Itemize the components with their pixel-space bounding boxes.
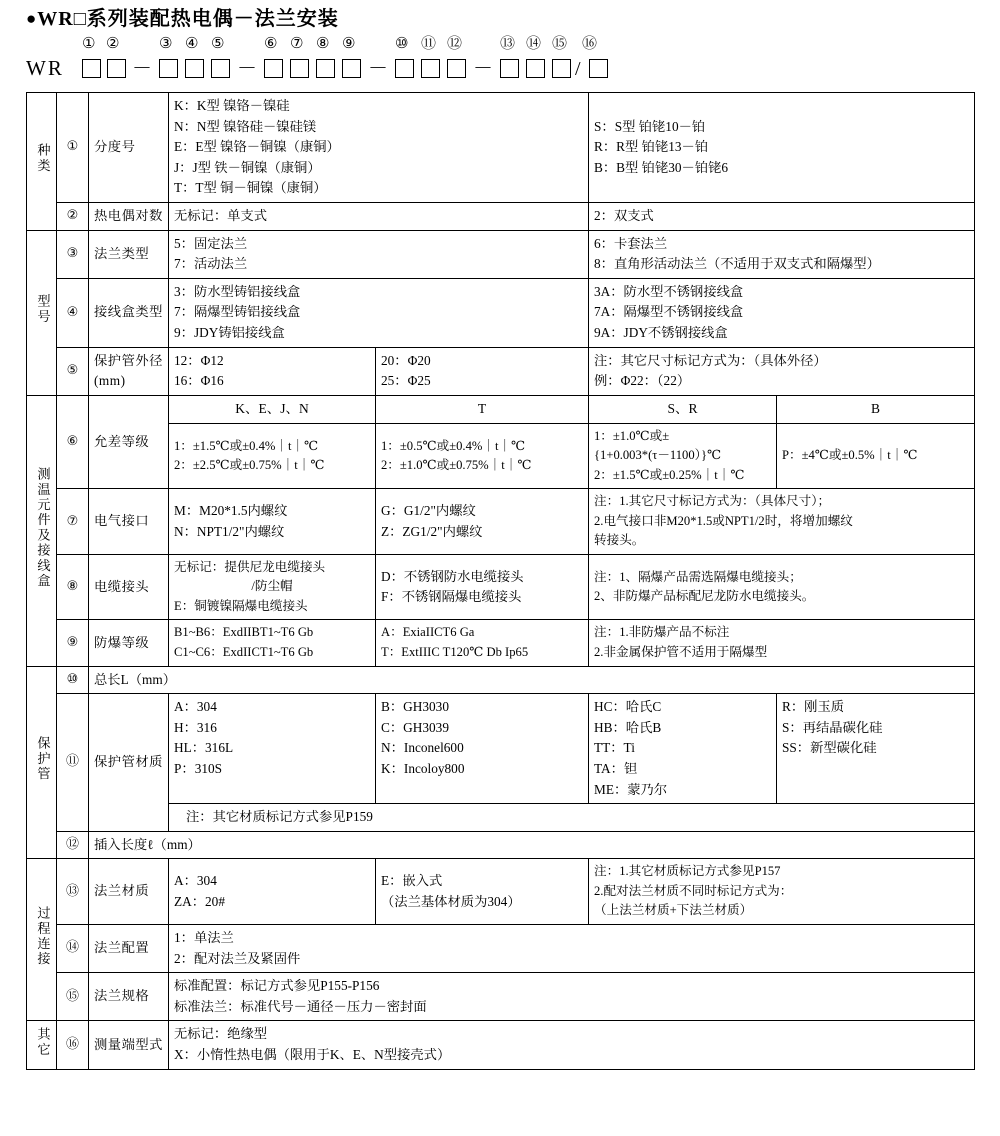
r11-col1-cell: [169, 694, 376, 804]
r9-col2-cell: [376, 620, 589, 666]
code-box-2[interactable]: [107, 59, 126, 78]
r16-col1-0: 无标记：绝缘型: [174, 1026, 268, 1042]
row-label-6: 允差等级: [89, 395, 169, 488]
r7-col2-cell: [376, 489, 589, 555]
row-number-11: ⑪: [57, 694, 89, 832]
r7-col3-0: 注：1.其它尺寸标记方式为：（具体尺寸）；: [594, 494, 831, 509]
code-box-5[interactable]: [211, 59, 230, 78]
r13-col3-cell: [589, 859, 975, 925]
table-row-15: [27, 973, 975, 1021]
r7-col3-1: 2.电气接口非M20*1.5或NPT1/2时，将增加螺纹: [594, 513, 853, 528]
row-number-12: ⑫: [57, 831, 89, 859]
r8-col1-cell: [169, 554, 376, 620]
circled-10: ⑩: [395, 34, 409, 52]
code-box-13[interactable]: [500, 59, 519, 78]
row-number-16: ⑯: [57, 1021, 89, 1069]
table-row-10: [27, 666, 975, 694]
row-label-3: 法兰类型: [89, 230, 169, 278]
row-label-11: 保护管材质: [89, 694, 169, 832]
circled-12: ⑫: [447, 34, 463, 52]
table-row-5: [27, 347, 975, 395]
circled-2: ②: [106, 34, 120, 52]
r4-left-2: 9：JDY铸铝接线盒: [174, 325, 285, 341]
r14-col1-cell: [169, 924, 975, 972]
r3-left-1: 7：活动法兰: [174, 256, 248, 272]
r8-col1-0: 无标记：提供尼龙电缆接头: [174, 559, 326, 574]
r7-col1-1: N：NPT1/2"内螺纹: [174, 523, 285, 539]
circled-15: ⑮: [552, 34, 568, 52]
table-row-7: [27, 489, 975, 555]
r8-col1-1: /防尘帽: [251, 579, 293, 594]
r6-col1-0: 1：±1.5℃或±0.4%｜t｜℃: [174, 438, 319, 453]
code-prefix: WR: [26, 56, 64, 80]
code-box-row: [26, 55, 646, 83]
r11-col4-cell: [777, 694, 975, 804]
row-number-8: ⑧: [57, 554, 89, 620]
table-row-4: [27, 278, 975, 347]
r11-note-cell: [169, 804, 975, 832]
r11-col3-3: TA：钽: [594, 760, 638, 776]
r5-col1-cell: [169, 347, 376, 395]
r13-col2-cell: [376, 859, 589, 925]
code-dash-2: －: [237, 58, 257, 80]
table-row-1: [27, 93, 975, 203]
code-box-3[interactable]: [159, 59, 178, 78]
row-number-4: ④: [57, 278, 89, 347]
code-box-16[interactable]: [589, 59, 608, 78]
row-number-10: ⑩: [57, 666, 89, 694]
circled-number-row: [26, 33, 646, 55]
r5-col1-0: 12：Φ12: [174, 352, 224, 368]
circled-1: ①: [82, 34, 96, 52]
table-row-9: [27, 620, 975, 666]
circled-4: ④: [185, 34, 199, 52]
table-row-16: [27, 1021, 975, 1069]
row-number-9: ⑨: [57, 620, 89, 666]
table-row-6-headers: [27, 395, 975, 423]
code-box-10[interactable]: [395, 59, 414, 78]
r11-col4-2: SS：新型碳化硅: [782, 740, 877, 756]
row-number-5: ⑤: [57, 347, 89, 395]
r9-col1-1: C1~C6：ExdIICT1~T6 Gb: [174, 645, 314, 659]
table-row-14: [27, 924, 975, 972]
r6-col3-cell: [589, 423, 777, 489]
r1-right-cell: [589, 93, 975, 203]
r6-col3-0: 1：±1.0℃或±: [594, 428, 670, 443]
r5-col2-cell: [376, 347, 589, 395]
r1-left-cell: [169, 93, 589, 203]
r6-col3-2: 2：±1.5℃或±0.25%｜t｜℃: [594, 467, 745, 482]
code-slash: /: [575, 58, 581, 80]
r3-right-1: 8：直角形活动法兰（不适用于双支式和隔爆型）: [594, 256, 880, 272]
page-title: [26, 2, 339, 31]
section-label-sensing: 测温元件及接线盒: [27, 395, 57, 666]
r8-col3-1: 2、非防爆产品标配尼龙防水电缆接头。: [594, 589, 815, 604]
r7-col2-1: Z：ZG1/2"内螺纹: [381, 523, 483, 539]
table-row-3: [27, 230, 975, 278]
table-row-8: [27, 554, 975, 620]
r11-col1-1: H：316: [174, 719, 217, 735]
section-label-process: 过程连接: [27, 859, 57, 1021]
code-box-8[interactable]: [316, 59, 335, 78]
r13-col2-1: （法兰基体材质为304）: [381, 893, 521, 909]
r11-col1-0: A：304: [174, 699, 217, 715]
order-code-diagram: [26, 33, 646, 83]
table-row-11-note: [27, 804, 975, 832]
r6-col1-cell: [169, 423, 376, 489]
r1-left-3: J：J型 铁－铜镍（康铜）: [174, 159, 321, 175]
r1-left-1: N：N型 镍铬硅－镍硅镁: [174, 118, 317, 134]
r4-right-cell: [589, 278, 975, 347]
section-label-tube: 保护管: [27, 666, 57, 859]
r6-col2-1: 2：±1.0℃或±0.75%｜t｜℃: [381, 458, 532, 473]
r13-col1-1: ZA：20#: [174, 893, 225, 909]
row-number-3: ③: [57, 230, 89, 278]
r8-col3-cell: [589, 554, 975, 620]
r7-col3-2: 转接头。: [594, 533, 645, 548]
row-label-2: 热电偶对数: [89, 203, 169, 231]
row-label-9: 防爆等级: [89, 620, 169, 666]
r11-note-text: 注：其它材质标记方式参见P159: [186, 809, 373, 825]
r5-col2-1: 25：Φ25: [381, 373, 431, 389]
circled-14: ⑭: [526, 34, 542, 52]
section-label-kind: 种类: [27, 93, 57, 231]
r9-col3-cell: [589, 620, 975, 666]
code-box-15[interactable]: [552, 59, 571, 78]
r11-col3-4: ME：蒙乃尔: [594, 781, 668, 797]
circled-11: ⑪: [421, 34, 437, 52]
circled-16: ⑯: [582, 34, 598, 52]
r14-col1-0: 1：单法兰: [174, 929, 234, 945]
r16-col1-1: X：小惰性热电偶（限用于K、E、N型接壳式）: [174, 1046, 451, 1062]
r6-header-1: K、E、J、N: [169, 395, 376, 423]
r6-header-3: S、R: [589, 395, 777, 423]
r6-header-2: T: [376, 395, 589, 423]
r11-col1-2: HL：316L: [174, 740, 234, 756]
row-label-7: 电气接口: [89, 489, 169, 555]
r7-col2-0: G：G1/2"内螺纹: [381, 503, 476, 519]
r8-col1-2: E：铜镀镍隔爆电缆接头: [174, 598, 308, 613]
r4-right-0: 3A：防水型不锈钢接线盒: [594, 283, 744, 299]
r11-col2-0: B：GH3030: [381, 699, 449, 715]
r5-col2-0: 20：Φ20: [381, 352, 431, 368]
r2-right-cell: 2：双支式: [589, 203, 975, 231]
r15-col1-cell: [169, 973, 975, 1021]
r15-col1-0: 标准配置：标记方式参见P155-P156: [174, 978, 380, 994]
code-box-11[interactable]: [421, 59, 440, 78]
r13-col3-0: 注：1.其它材质标记方式参见P157: [594, 864, 781, 879]
circled-3: ③: [159, 34, 173, 52]
r5-col3-cell: [589, 347, 975, 395]
r4-left-1: 7：隔爆型铸铝接线盒: [174, 304, 301, 320]
row-label-16: 测量端型式: [89, 1021, 169, 1069]
r9-col3-1: 2.非金属保护管不适用于隔爆型: [594, 645, 768, 659]
code-box-1[interactable]: [82, 59, 101, 78]
row-label-5-line2: (mm): [94, 373, 126, 389]
circled-6: ⑥: [264, 34, 278, 52]
row-number-6: ⑥: [57, 395, 89, 488]
r12-label-cell: 插入长度ℓ（mm）: [89, 831, 975, 859]
r13-col3-2: （上法兰材质+下法兰材质）: [594, 903, 753, 918]
r5-col3-0: 注：其它尺寸标记方式为：（具体外径）: [594, 352, 827, 368]
r1-right-0: S：S型 铂铑10－铂: [594, 118, 706, 134]
circled-7: ⑦: [290, 34, 304, 52]
section-label-other: 其它: [27, 1021, 57, 1069]
r6-col4-cell: P：±4℃或±0.5%｜t｜℃: [777, 423, 975, 489]
row-label-14: 法兰配置: [89, 924, 169, 972]
row-number-1: ①: [57, 93, 89, 203]
r11-col3-1: HB：哈氏B: [594, 719, 662, 735]
r11-col2-2: N：Inconel600: [381, 740, 464, 756]
r3-left-0: 5：固定法兰: [174, 235, 248, 251]
r6-col1-1: 2：±2.5℃或±0.75%｜t｜℃: [174, 458, 325, 473]
table-row-12: [27, 831, 975, 859]
r6-col3-1: {1+0.003*(τ－1100）}℃: [594, 448, 722, 463]
table-row-11: [27, 694, 975, 804]
row-label-15: 法兰规格: [89, 973, 169, 1021]
r4-left-cell: [169, 278, 589, 347]
r11-col2-1: C：GH3039: [381, 719, 449, 735]
code-dash-1: －: [132, 58, 152, 80]
row-number-2: ②: [57, 203, 89, 231]
row-number-14: ⑭: [57, 924, 89, 972]
r13-col3-1: 2.配对法兰材质不同时标记方式为：: [594, 883, 793, 898]
circled-13: ⑬: [500, 34, 516, 52]
r9-col2-0: A：ExiaIICT6 Ga: [381, 625, 475, 640]
section-label-model: 型号: [27, 230, 57, 395]
r8-col2-1: F：不锈钢隔爆电缆接头: [381, 589, 522, 605]
page-title-text: WR□系列装配热电偶－法兰安装: [37, 8, 339, 30]
table-row-2: [27, 203, 975, 231]
r14-col1-1: 2：配对法兰及紧固件: [174, 950, 301, 966]
r11-col2-3: K：Incoloy800: [381, 760, 465, 776]
row-label-8: 电缆接头: [89, 554, 169, 620]
r3-left-cell: [169, 230, 589, 278]
code-box-9[interactable]: [342, 59, 361, 78]
r16-col1-cell: [169, 1021, 975, 1069]
r11-col4-1: S：再结晶碳化硅: [782, 719, 883, 735]
r4-left-0: 3：防水型铸铝接线盒: [174, 283, 301, 299]
code-box-12[interactable]: [447, 59, 466, 78]
r9-col1-0: B1~B6：ExdIIBT1~T6 Gb: [174, 625, 314, 640]
r11-col3-2: TT：Ti: [594, 740, 635, 756]
r10-label-cell: 总长L（mm）: [89, 666, 975, 694]
circled-8: ⑧: [316, 34, 330, 52]
r15-col1-1: 标准法兰：标准代号－通径－压力－密封面: [174, 998, 427, 1014]
r4-right-2: 9A：JDY不锈钢接线盒: [594, 325, 728, 341]
r8-col2-0: D：不锈钢防水电缆接头: [381, 568, 524, 584]
r1-left-0: K：K型 镍铬－镍硅: [174, 98, 290, 113]
code-dash-4: －: [473, 58, 493, 80]
r6-col2-0: 1：±0.5℃或±0.4%｜t｜℃: [381, 438, 526, 453]
r7-col3-cell: [589, 489, 975, 555]
row-label-5: [89, 347, 169, 395]
row-label-13: 法兰材质: [89, 859, 169, 925]
r11-col4-0: R：刚玉质: [782, 699, 845, 715]
row-label-1: 分度号: [89, 93, 169, 203]
r13-col1-cell: [169, 859, 376, 925]
r11-col3-cell: [589, 694, 777, 804]
r11-col3-0: HC：哈氏C: [594, 699, 662, 715]
table-row-13: [27, 859, 975, 925]
r7-col1-cell: [169, 489, 376, 555]
r13-col1-0: A：304: [174, 873, 217, 889]
r1-right-1: R：R型 铂铑13－铂: [594, 139, 709, 155]
r1-right-2: B：B型 铂铑30－铂铑6: [594, 159, 729, 175]
r2-left-cell: 无标记：单支式: [169, 203, 589, 231]
code-box-14[interactable]: [526, 59, 545, 78]
r6-col2-cell: [376, 423, 589, 489]
r9-col3-0: 注：1.非防爆产品不标注: [594, 625, 730, 640]
r3-right-cell: [589, 230, 975, 278]
bullet-icon: ●: [26, 9, 38, 28]
table-row-6: [27, 423, 975, 489]
row-label-5-line1: 保护管外径: [94, 352, 163, 368]
r13-col2-0: E：嵌入式: [381, 873, 443, 889]
r1-left-2: E：E型 镍铬－铜镍（康铜）: [174, 139, 340, 155]
r9-col1-cell: [169, 620, 376, 666]
r4-right-1: 7A：隔爆型不锈钢接线盒: [594, 304, 744, 320]
r5-col1-1: 16：Φ16: [174, 373, 224, 389]
r11-col1-3: P：310S: [174, 760, 223, 776]
code-box-7[interactable]: [290, 59, 309, 78]
r8-col2-cell: [376, 554, 589, 620]
r1-left-4: T：T型 铜－铜镍（康铜）: [174, 180, 327, 196]
code-box-4[interactable]: [185, 59, 204, 78]
circled-9: ⑨: [342, 34, 356, 52]
row-number-7: ⑦: [57, 489, 89, 555]
circled-5: ⑤: [211, 34, 225, 52]
r8-col3-0: 注：1、隔爆产品需选隔爆电缆接头；: [594, 569, 802, 584]
row-label-4: 接线盒类型: [89, 278, 169, 347]
r9-col2-1: T：ExtIIIC T120℃ Db Ip65: [381, 645, 529, 659]
r7-col1-0: M：M20*1.5内螺纹: [174, 503, 288, 519]
code-dash-3: －: [368, 58, 388, 80]
spec-table: [26, 92, 975, 1070]
r6-header-4: B: [777, 395, 975, 423]
r5-col3-1: 例：Φ22：（22）: [594, 373, 691, 389]
r11-col2-cell: [376, 694, 589, 804]
r3-right-0: 6：卡套法兰: [594, 235, 668, 251]
row-number-15: ⑮: [57, 973, 89, 1021]
row-number-13: ⑬: [57, 859, 89, 925]
code-box-6[interactable]: [264, 59, 283, 78]
